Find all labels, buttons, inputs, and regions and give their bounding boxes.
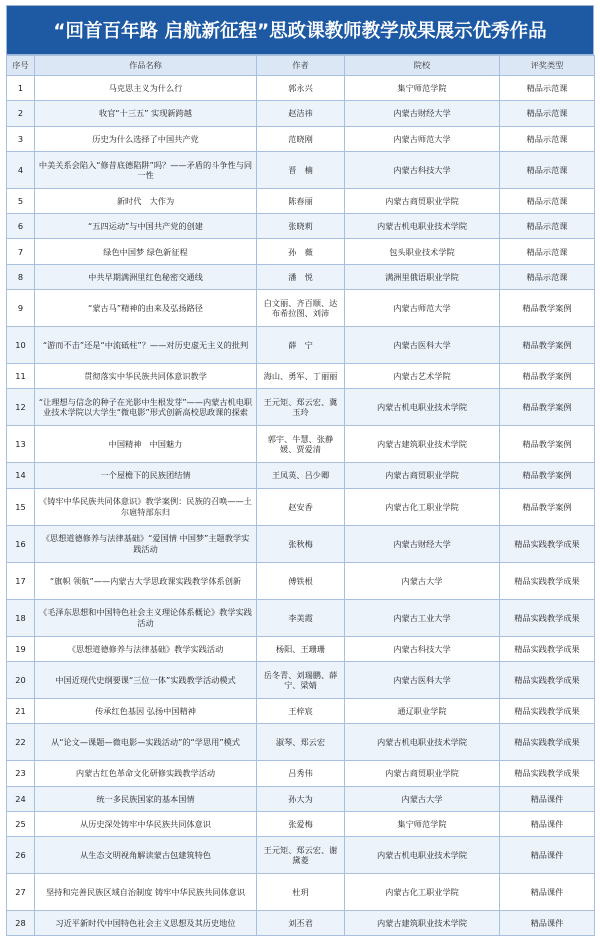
cell-award: 精品教学案例 — [500, 290, 595, 327]
table-row — [7, 389, 595, 426]
cell-num: 27 — [7, 874, 35, 911]
cell-award: 精品示范课 — [500, 101, 595, 126]
table-row — [7, 214, 595, 239]
cell-award: 精品实践教学成果 — [500, 698, 595, 723]
cell-school: 集宁师范学院 — [345, 76, 500, 101]
cell-name: 贯彻落实中华民族共同体意识教学 — [35, 364, 257, 389]
cell-name: 中美关系会陷入“修昔底德陷阱”吗？——矛盾的斗争性与同一性 — [35, 151, 257, 188]
header-author: 作者 — [257, 56, 345, 76]
cell-num: 8 — [7, 264, 35, 289]
header-institution: 院校 — [345, 56, 500, 76]
cell-award: 精品实践教学成果 — [500, 661, 595, 698]
cell-author: 陈春丽 — [257, 188, 345, 213]
cell-award: 精品课件 — [500, 811, 595, 836]
cell-school: 包头职业技术学院 — [345, 239, 500, 264]
cell-award: 精品实践教学成果 — [500, 562, 595, 599]
cell-name: 一个屋檐下的民族团结情 — [35, 463, 257, 488]
cell-award: 精品课件 — [500, 874, 595, 911]
cell-award: 精品实践教学成果 — [500, 636, 595, 661]
table-row — [7, 811, 595, 836]
cell-name: 《毛泽东思想和中国特色社会主义理论体系概论》教学实践活动 — [35, 599, 257, 636]
cell-name: 新时代 大作为 — [35, 188, 257, 213]
cell-school: 内蒙古财经大学 — [345, 101, 500, 126]
cell-award: 精品教学案例 — [500, 488, 595, 525]
cell-num: 25 — [7, 811, 35, 836]
cell-author: 孙大为 — [257, 786, 345, 811]
cell-name: 《思想道德修养与法律基础》教学实践活动 — [35, 636, 257, 661]
table-row — [7, 525, 595, 562]
cell-author: 张晓莉 — [257, 214, 345, 239]
cell-name: 中国精神 中国魅力 — [35, 426, 257, 463]
cell-name: 从历史深处铸牢中华民族共同体意识 — [35, 811, 257, 836]
cell-school: 内蒙古机电职业技术学院 — [345, 837, 500, 874]
cell-school: 内蒙古机电职业技术学院 — [345, 724, 500, 761]
cell-name: “旗帜 领航”——内蒙古大学思政课实践教学体系创新 — [35, 562, 257, 599]
header-work-name: 作品名称 — [35, 56, 257, 76]
cell-school: 内蒙古建筑职业技术学院 — [345, 426, 500, 463]
cell-num: 14 — [7, 463, 35, 488]
cell-name: 《思想道德修养与法律基础》“爱国情 中国梦”主题教学实践活动 — [35, 525, 257, 562]
cell-name: “游而不击”还是“中流砥柱”？——对历史虚无主义的批判 — [35, 327, 257, 364]
cell-num: 28 — [7, 911, 35, 936]
table-row — [7, 126, 595, 151]
cell-award: 精品教学案例 — [500, 389, 595, 426]
cell-school: 内蒙古大学 — [345, 786, 500, 811]
table-body — [7, 76, 595, 936]
cell-award: 精品示范课 — [500, 151, 595, 188]
cell-school: 内蒙古师范大学 — [345, 126, 500, 151]
cell-school: 内蒙古医科大学 — [345, 661, 500, 698]
cell-award: 精品示范课 — [500, 188, 595, 213]
cell-award: 精品示范课 — [500, 239, 595, 264]
cell-num: 22 — [7, 724, 35, 761]
cell-school: 满洲里俄语职业学院 — [345, 264, 500, 289]
table-row — [7, 151, 595, 188]
cell-award: 精品实践教学成果 — [500, 599, 595, 636]
table-row — [7, 724, 595, 761]
cell-name: “让理想与信念的种子在光影中生根发芽”——内蒙古机电职业技术学院以大学生“微电影”形式创新高校思政课的探索 — [35, 389, 257, 426]
cell-author: 杨阳、王珊珊 — [257, 636, 345, 661]
cell-award: 精品课件 — [500, 911, 595, 936]
cell-award: 精品实践教学成果 — [500, 525, 595, 562]
cell-author: 王元矩、郑云宏、谢黛菱 — [257, 837, 345, 874]
cell-name: 内蒙古红色革命文化研修实践教学活动 — [35, 761, 257, 786]
cell-author: 王梓宸 — [257, 698, 345, 723]
cell-author: 张秋梅 — [257, 525, 345, 562]
header-award-type: 评奖类型 — [500, 56, 595, 76]
cell-school: 内蒙古大学 — [345, 562, 500, 599]
page-title: “回首百年路 启航新征程”思政课教师教学成果展示优秀作品 — [6, 5, 594, 55]
table-row — [7, 698, 595, 723]
cell-school: 内蒙古建筑职业技术学院 — [345, 911, 500, 936]
cell-award: 精品教学案例 — [500, 364, 595, 389]
table-row — [7, 874, 595, 911]
cell-author: 傅铁根 — [257, 562, 345, 599]
table-row — [7, 599, 595, 636]
cell-author: 王凤英、吕少卿 — [257, 463, 345, 488]
cell-award: 精品教学案例 — [500, 463, 595, 488]
cell-author: 薛 宁 — [257, 327, 345, 364]
table-row — [7, 327, 595, 364]
cell-author: 赵洁祎 — [257, 101, 345, 126]
cell-num: 7 — [7, 239, 35, 264]
cell-school: 内蒙古化工职业学院 — [345, 488, 500, 525]
cell-award: 精品示范课 — [500, 76, 595, 101]
cell-school: 内蒙古科技大学 — [345, 636, 500, 661]
table-row — [7, 426, 595, 463]
cell-school: 内蒙古商贸职业学院 — [345, 761, 500, 786]
cell-school: 内蒙古科技大学 — [345, 151, 500, 188]
cell-award: 精品示范课 — [500, 264, 595, 289]
cell-name: 绿色中国梦 绿色新征程 — [35, 239, 257, 264]
header-number: 序号 — [7, 56, 35, 76]
cell-author: 赵安香 — [257, 488, 345, 525]
cell-num: 21 — [7, 698, 35, 723]
cell-school: 内蒙古机电职业技术学院 — [345, 389, 500, 426]
cell-num: 24 — [7, 786, 35, 811]
cell-author: 李美霞 — [257, 599, 345, 636]
table-row — [7, 911, 595, 936]
cell-author: 郭永兴 — [257, 76, 345, 101]
cell-num: 23 — [7, 761, 35, 786]
table-row — [7, 837, 595, 874]
cell-school: 内蒙古财经大学 — [345, 525, 500, 562]
cell-num: 9 — [7, 290, 35, 327]
table-row — [7, 239, 595, 264]
cell-author: 潘 悦 — [257, 264, 345, 289]
cell-author: 白文丽、齐百顺、达布希拉图、刘沛 — [257, 290, 345, 327]
cell-num: 26 — [7, 837, 35, 874]
cell-num: 12 — [7, 389, 35, 426]
cell-author: 张爱梅 — [257, 811, 345, 836]
cell-name: 中共早期满洲里红色秘密交通线 — [35, 264, 257, 289]
cell-award: 精品教学案例 — [500, 426, 595, 463]
cell-name: 从生态文明视角解读蒙古包建筑特色 — [35, 837, 257, 874]
cell-num: 3 — [7, 126, 35, 151]
cell-award: 精品示范课 — [500, 214, 595, 239]
cell-author: 晋 楠 — [257, 151, 345, 188]
table-row — [7, 101, 595, 126]
cell-school: 内蒙古化工职业学院 — [345, 874, 500, 911]
cell-num: 20 — [7, 661, 35, 698]
cell-author: 王元矩、郑云宏、冀玉玲 — [257, 389, 345, 426]
table-row — [7, 188, 595, 213]
cell-school: 内蒙古医科大学 — [345, 327, 500, 364]
cell-name: 收官“十三五” 实现新跨越 — [35, 101, 257, 126]
cell-award: 精品实践教学成果 — [500, 724, 595, 761]
cell-school: 通辽职业学院 — [345, 698, 500, 723]
cell-num: 17 — [7, 562, 35, 599]
cell-num: 13 — [7, 426, 35, 463]
table-row — [7, 661, 595, 698]
table-header-row — [7, 56, 595, 76]
cell-school: 内蒙古商贸职业学院 — [345, 463, 500, 488]
cell-author: 吕秀伟 — [257, 761, 345, 786]
cell-num: 16 — [7, 525, 35, 562]
cell-num: 1 — [7, 76, 35, 101]
cell-school: 集宁师范学院 — [345, 811, 500, 836]
cell-num: 4 — [7, 151, 35, 188]
cell-name: “蒙古马”精神的由来及弘扬路径 — [35, 290, 257, 327]
cell-num: 5 — [7, 188, 35, 213]
table-row — [7, 636, 595, 661]
cell-num: 18 — [7, 599, 35, 636]
cell-name: 《铸牢中华民族共同体意识》教学案例：民族的召唤——土尔扈特部东归 — [35, 488, 257, 525]
cell-name: 统一多民族国家的基本国情 — [35, 786, 257, 811]
cell-author: 刘丕君 — [257, 911, 345, 936]
cell-name: 马克思主义为什么行 — [35, 76, 257, 101]
table-row — [7, 264, 595, 289]
cell-award: 精品课件 — [500, 786, 595, 811]
cell-award: 精品课件 — [500, 837, 595, 874]
cell-author: 范晓刚 — [257, 126, 345, 151]
table-row — [7, 290, 595, 327]
cell-name: 坚持和完善民族区域自治制度 铸牢中华民族共同体意识 — [35, 874, 257, 911]
table-row — [7, 364, 595, 389]
table-row — [7, 562, 595, 599]
cell-school: 内蒙古艺术学院 — [345, 364, 500, 389]
cell-name: “五四运动”与中国共产党的创建 — [35, 214, 257, 239]
cell-num: 6 — [7, 214, 35, 239]
cell-award: 精品实践教学成果 — [500, 761, 595, 786]
cell-school: 内蒙古机电职业技术学院 — [345, 214, 500, 239]
cell-name: 传承红色基因 弘扬中国精神 — [35, 698, 257, 723]
cell-name: 历史为什么选择了中国共产党 — [35, 126, 257, 151]
table-row — [7, 761, 595, 786]
cell-school: 内蒙古商贸职业学院 — [345, 188, 500, 213]
cell-author: 岳冬青、刘瑞鹏、薛宁、梁婧 — [257, 661, 345, 698]
table-row — [7, 76, 595, 101]
cell-author: 杜玥 — [257, 874, 345, 911]
cell-award: 精品教学案例 — [500, 327, 595, 364]
cell-num: 10 — [7, 327, 35, 364]
cell-school: 内蒙古工业大学 — [345, 599, 500, 636]
cell-school: 内蒙古师范大学 — [345, 290, 500, 327]
table-row — [7, 786, 595, 811]
awards-table — [6, 55, 595, 936]
cell-author: 海山、勇军、丁丽丽 — [257, 364, 345, 389]
cell-num: 2 — [7, 101, 35, 126]
cell-num: 11 — [7, 364, 35, 389]
cell-name: 中国近现代史纲要课“三位一体”实践教学活动模式 — [35, 661, 257, 698]
cell-author: 郭宇、牛慧、张静媛、贾爱清 — [257, 426, 345, 463]
table-row — [7, 488, 595, 525]
cell-num: 19 — [7, 636, 35, 661]
cell-author: 淑琴、郑云宏 — [257, 724, 345, 761]
cell-name: 从“论文—课题—微电影—实践活动”的“学思用”模式 — [35, 724, 257, 761]
cell-author: 孙 薇 — [257, 239, 345, 264]
cell-award: 精品示范课 — [500, 126, 595, 151]
cell-name: 习近平新时代中国特色社会主义思想及其历史地位 — [35, 911, 257, 936]
cell-num: 15 — [7, 488, 35, 525]
table-row — [7, 463, 595, 488]
